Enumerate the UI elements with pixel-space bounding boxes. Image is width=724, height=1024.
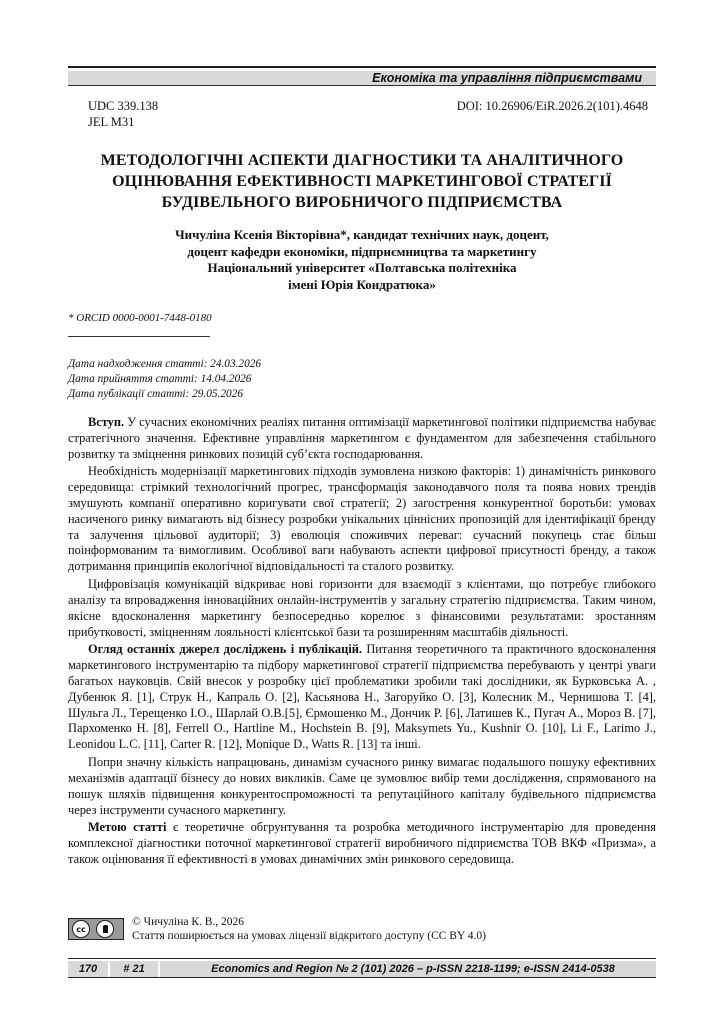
page-number: 170 (68, 961, 110, 977)
paragraph-text: Питання теоретичного та практичного вдосконалення маркетингового інструментарію та підбору маркетингової стратегії підприємства перебувають у центрі уваги багатьох науковців. Свій внесок у розробку цієї проблематики зробили такі дослідники, як Бурковська А. , Дубенюк Я. [1], Струк Н., Капраль О. [2], Касьянова Н., Загоруйко О. [3], Колесник М., Чернишова Т. [4], Шульга Л., Терещенко І.О., Шарлай О.В.[5], Єрмошенко М., Дончик Р. [6], Латишев К., Пугач А., Мороз В. [7], Пархоменко Н. [8], Ferrell O., Hartline M., Hochstein B. [9], Maksymets Yu., Kushnir O. [10], Li F., Larimo J., Leonidou L.C. [11], Carter R. [12], Monique D., Watts R. [13] та інші. (68, 642, 656, 752)
author-affiliation-cont: імені Юрія Кондратюка» (288, 276, 436, 292)
author-block (68, 227, 656, 293)
paragraph: Необхідність модернізації маркетингових підходів зумовлена низкою факторів: 1) динамічність ринкового середовища: стрімкий технологічний прогрес, трансформація законодавчого поля та поява нових трендів змушують компанії оперативно коригувати свої стратегії; 2) загострення конкурентної боротьби: умовах насиченого ринку вимагають від бізнесу розробки унікальних ціннісних пропозицій для ідентифікації бренду та залучення цільової аудиторії; 3) еволюція споживчих переваг: сучасний покупець стає більш поінформованим та вимогливим. Особливої ваги набувають аспекти цифрової присутності бренду, а також дотримання принципів екологічної відповідальності та сталого розвитку. (68, 464, 656, 574)
issue-number: # 21 (110, 961, 160, 977)
date-published: Дата публікації статті: 29.05.2026 (68, 388, 243, 400)
article-dates (68, 357, 261, 402)
title-line: ОЦІНЮВАННЯ ЕФЕКТИВНОСТІ МАРКЕТИНГОВОЇ СТРАТЕГІЇ (112, 173, 612, 190)
title-line: БУДІВЕЛЬНОГО ВИРОБНИЧОГО ПІДПРИЄМСТВА (161, 194, 563, 211)
author-position: доцент кафедри економіки, підприємництва та маркетингу (187, 243, 537, 259)
cc-by-icon[interactable] (68, 918, 124, 940)
udc-code: UDC 339.138 (88, 99, 159, 113)
article-body (68, 415, 656, 870)
section-lead: Метою статті (88, 820, 167, 835)
footer-rule (68, 958, 656, 959)
paragraph: Попри значну кількість напрацювань, динамізм сучасного ринку вимагає подальшого пошуку ефективних механізмів адаптації бізнесу до нових викликів. Саме це зумовлює вибір теми дослідження, спрямованого на пошук шляхів підвищення конкурентоспроможності та репутаційного капіталу будівельного підприємства через інструменти сучасного маркетингу. (68, 755, 656, 817)
license-block (68, 916, 656, 944)
journal-section-title: Економіка та управління підприємствами (372, 71, 642, 85)
author-affiliation: Національний університет «Полтавська політехніка (207, 260, 517, 275)
footer-band (68, 961, 656, 978)
orcid-link[interactable]: * ORCID 0000-0001-7448-0180 (68, 312, 212, 324)
author-name: Чичуліна Ксенія Вікторівна*, кандидат технічних наук, доцент, (175, 227, 549, 242)
paragraph-literature-review (68, 642, 656, 753)
journal-header (68, 66, 656, 86)
page-footer (68, 958, 656, 978)
jel-code: JEL M31 (88, 115, 135, 129)
header-band (68, 71, 656, 86)
paragraph-text: У сучасних економічних реаліях питання оптимізації маркетингової політики підприємства набуває стратегічного значення. Ефективне управління маркетингом є фундаментом для забезпечення стабільного розвитку та зміцнення ринкових позицій суб’єкта господарювання. (68, 415, 656, 461)
article-title (68, 150, 656, 213)
section-lead: Вступ. (88, 415, 125, 429)
journal-citation: Economics and Region № 2 (101) 2026 – p-ISSN 2218-1199; e-ISSN 2414-0538 (211, 963, 615, 975)
license-text (132, 916, 486, 943)
title-line: МЕТОДОЛОГІЧНІ АСПЕКТИ ДІАГНОСТИКИ ТА АНАЛІТИЧНОГО (100, 152, 624, 169)
paragraph-aim (68, 820, 656, 867)
license-statement: Стаття поширюється на умовах ліцензії відкритого доступу (CC BY 4.0) (132, 929, 486, 942)
paragraph-introduction (68, 415, 656, 462)
copyright-notice: © Чичуліна К. В., 2026 (132, 916, 245, 928)
header-rule (68, 66, 656, 68)
doi-link[interactable]: DOI: 10.26906/EiR.2026.2(101).4648 (456, 99, 648, 113)
cc-icon: cc (72, 920, 90, 938)
paragraph: Цифровізація комунікацій відкриває нові горизонти для взаємодії з клієнтами, що потребує глибокого аналізу та впровадження інноваційних онлайн-інструментів у загальну стратегію підприємства. Таким чином, якісне вдосконалення маркетингу безпосередньо корелює з фінансовими результатами: зростанням прибутковості, зміцненням лояльності клієнтської бази та розширенням масштабів діяльності. (68, 577, 656, 639)
section-lead: Огляд останніх джерел досліджень і публікацій. (88, 642, 362, 657)
paragraph-text: є теоретичне обгрунтування та розробка методичного інструментарію для проведення комплексної діагностики поточної маркетингової стратегії виробничого підприємства ТОВ ВКФ «Призма», а також оцінювання її ефективності в умовах динамічних змін ринкового середовища. (68, 820, 656, 866)
date-accepted: Дата прийняття статті: 14.04.2026 (68, 373, 252, 385)
date-received: Дата надходження статті: 24.03.2026 (68, 358, 262, 370)
footnote-divider (68, 336, 210, 337)
attribution-person-icon (96, 920, 114, 938)
article-meta (88, 98, 648, 130)
